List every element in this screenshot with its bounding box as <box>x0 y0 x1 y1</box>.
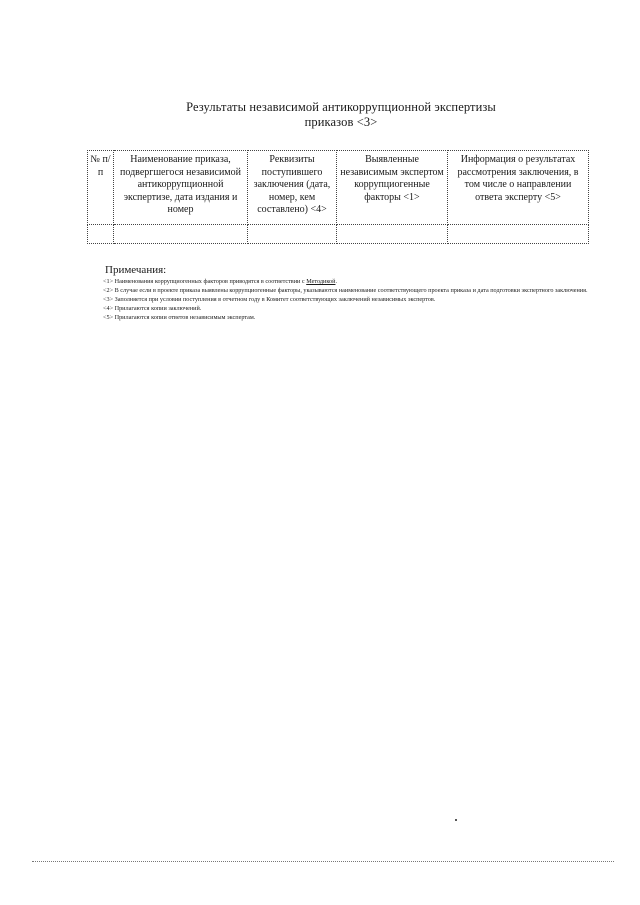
note-1-end: . <box>335 278 338 285</box>
table-cell <box>248 225 337 244</box>
title-line-1: Результаты независимой антикоррупционной экспертизы <box>186 100 496 114</box>
note-1 <box>89 278 599 286</box>
title-line-2: приказов <3> <box>304 115 378 129</box>
results-table <box>87 150 589 244</box>
notes-section <box>89 264 599 323</box>
header-corruption-factors: Выявленные независимым экспертом коррупциогенные факторы <1> <box>337 151 448 225</box>
note-5: <5> Прилагаются копии ответов независимым экспертам. <box>103 314 256 321</box>
header-number: № п/п <box>88 151 114 225</box>
table-cell <box>448 225 589 244</box>
scan-dot-mark <box>455 819 457 821</box>
table-cell <box>114 225 248 244</box>
note-4: <4> Прилагаются копии заключений. <box>103 305 202 312</box>
methodology-link[interactable]: Методикой <box>306 278 336 285</box>
note-1-text: <1> Наименования коррупциогенных факторов приводятся в соответствии с <box>103 278 307 285</box>
table-cell <box>88 225 114 244</box>
table-header-row <box>88 151 589 225</box>
header-order-name: Наименование приказа, подвергшегося независимой антикоррупционной экспертизе, дата издания и номер <box>114 151 248 225</box>
notes-heading: Примечания: <box>105 264 167 276</box>
note-2: <2> В случае если в проекте приказа выявлены коррупциогенные факторы, указываются наименование соответствующего проекта приказа и дата подготовки экспертного заключения. <box>103 287 588 294</box>
note-3: <3> Заполняется при условии поступления в отчетном году в Комитет соответствующих заключений независимых экспертов. <box>103 296 436 303</box>
table-cell <box>337 225 448 244</box>
header-conclusion-details: Реквизиты поступившего заключения (дата, номер, кем составлено) <4> <box>248 151 337 225</box>
bottom-dotted-line <box>32 861 614 862</box>
table-row <box>88 225 589 244</box>
header-review-results: Информация о результатах рассмотрения заключения, в том числе о направлении ответа эксперту <5> <box>448 151 589 225</box>
document-title <box>0 100 640 130</box>
